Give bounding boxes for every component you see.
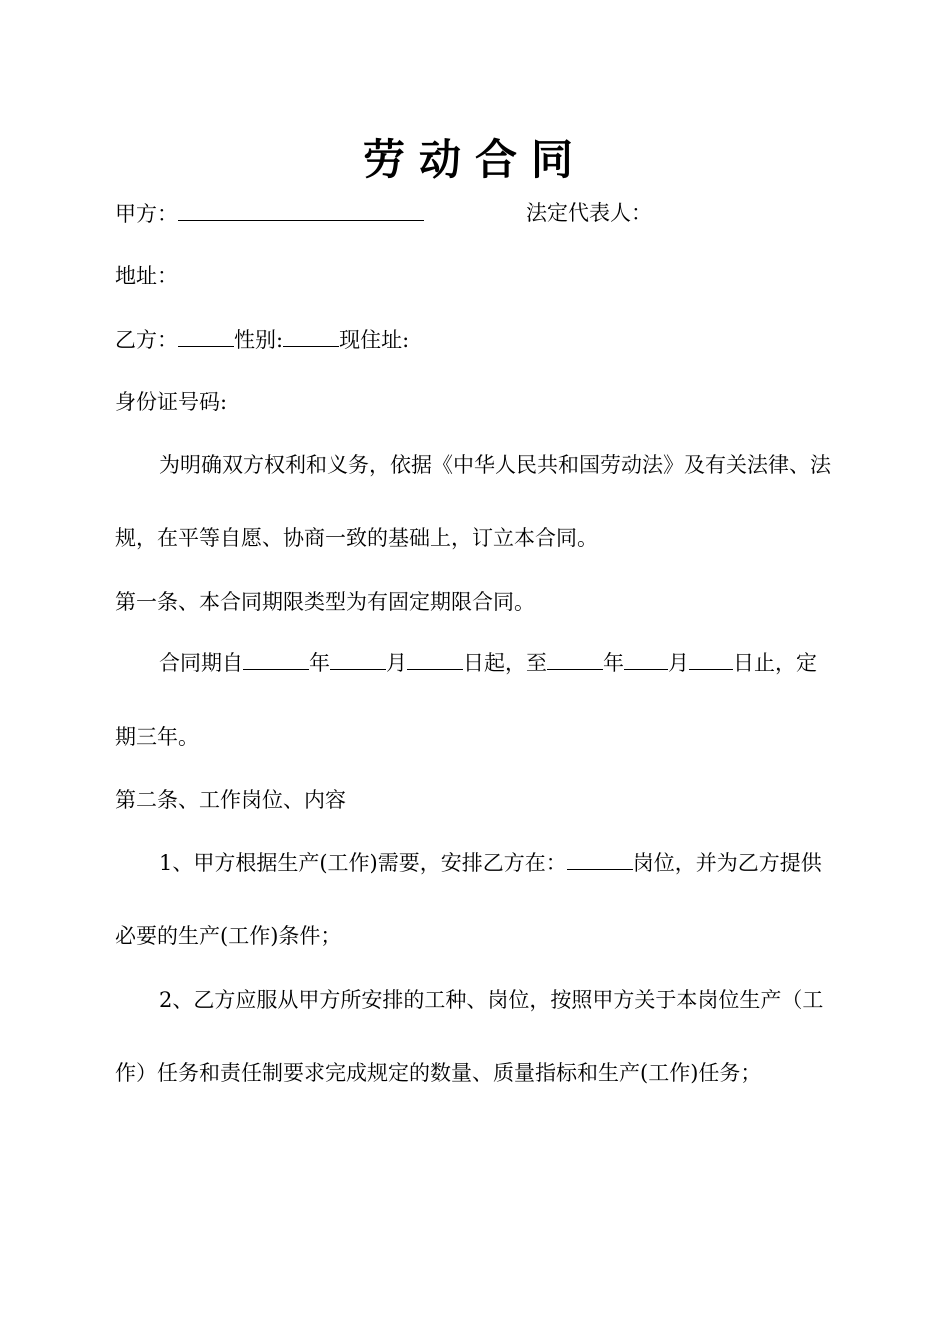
article-2-item-2-line-1: 2、乙方应服从甲方所安排的工种、岗位，按照甲方关于本岗位生产（工 bbox=[159, 988, 824, 1012]
position-blank[interactable] bbox=[567, 847, 633, 870]
representative-label: 法定代表人： bbox=[526, 201, 652, 225]
party-b-label: 乙方： bbox=[115, 328, 178, 352]
start-month-label: 月 bbox=[386, 651, 407, 675]
article-2-item-1-line-2: 必要的生产(工作)条件； bbox=[115, 924, 342, 948]
gender-label: 性别: bbox=[234, 328, 284, 352]
start-day-label: 日起，至 bbox=[463, 651, 547, 675]
item-1-suffix: 岗位，并为乙方提供 bbox=[632, 851, 822, 875]
residence-label: 现住址: bbox=[339, 328, 410, 352]
contract-term-end: 期三年。 bbox=[115, 725, 199, 749]
contract-term-row bbox=[159, 647, 817, 678]
end-day-blank[interactable] bbox=[689, 647, 733, 670]
preamble-line-1: 为明确双方权利和义务，依据《中华人民共和国劳动法》及有关法律、法 bbox=[159, 453, 831, 477]
party-a-row bbox=[115, 198, 424, 229]
id-number-label: 身份证号码: bbox=[115, 390, 228, 414]
start-year-label: 年 bbox=[309, 651, 330, 675]
end-day-label: 日止，定 bbox=[733, 651, 817, 675]
start-month-blank[interactable] bbox=[330, 647, 386, 670]
address-label: 地址： bbox=[115, 264, 178, 288]
article-1-heading: 第一条、本合同期限类型为有固定期限合同。 bbox=[115, 590, 535, 614]
article-2-item-1 bbox=[159, 847, 822, 878]
party-a-label: 甲方： bbox=[115, 202, 178, 226]
start-day-blank[interactable] bbox=[407, 647, 463, 670]
start-year-blank[interactable] bbox=[243, 647, 309, 670]
party-a-blank[interactable] bbox=[178, 198, 424, 221]
item-1-prefix: 1、甲方根据生产(工作)需要，安排乙方在： bbox=[159, 851, 567, 875]
party-b-row bbox=[115, 324, 409, 355]
article-2-item-2-line-2: 作）任务和责任制要求完成规定的数量、质量指标和生产(工作)任务； bbox=[115, 1061, 762, 1085]
end-year-label: 年 bbox=[603, 651, 624, 675]
article-2-heading: 第二条、工作岗位、内容 bbox=[115, 788, 346, 812]
end-month-blank[interactable] bbox=[624, 647, 668, 670]
end-year-blank[interactable] bbox=[547, 647, 603, 670]
end-month-label: 月 bbox=[668, 651, 689, 675]
term-prefix: 合同期自 bbox=[159, 651, 243, 675]
gender-blank[interactable] bbox=[283, 324, 339, 347]
party-b-name-blank[interactable] bbox=[178, 324, 234, 347]
page-title: 劳动合同 bbox=[362, 135, 587, 184]
preamble-line-2: 规，在平等自愿、协商一致的基础上，订立本合同。 bbox=[115, 526, 598, 550]
